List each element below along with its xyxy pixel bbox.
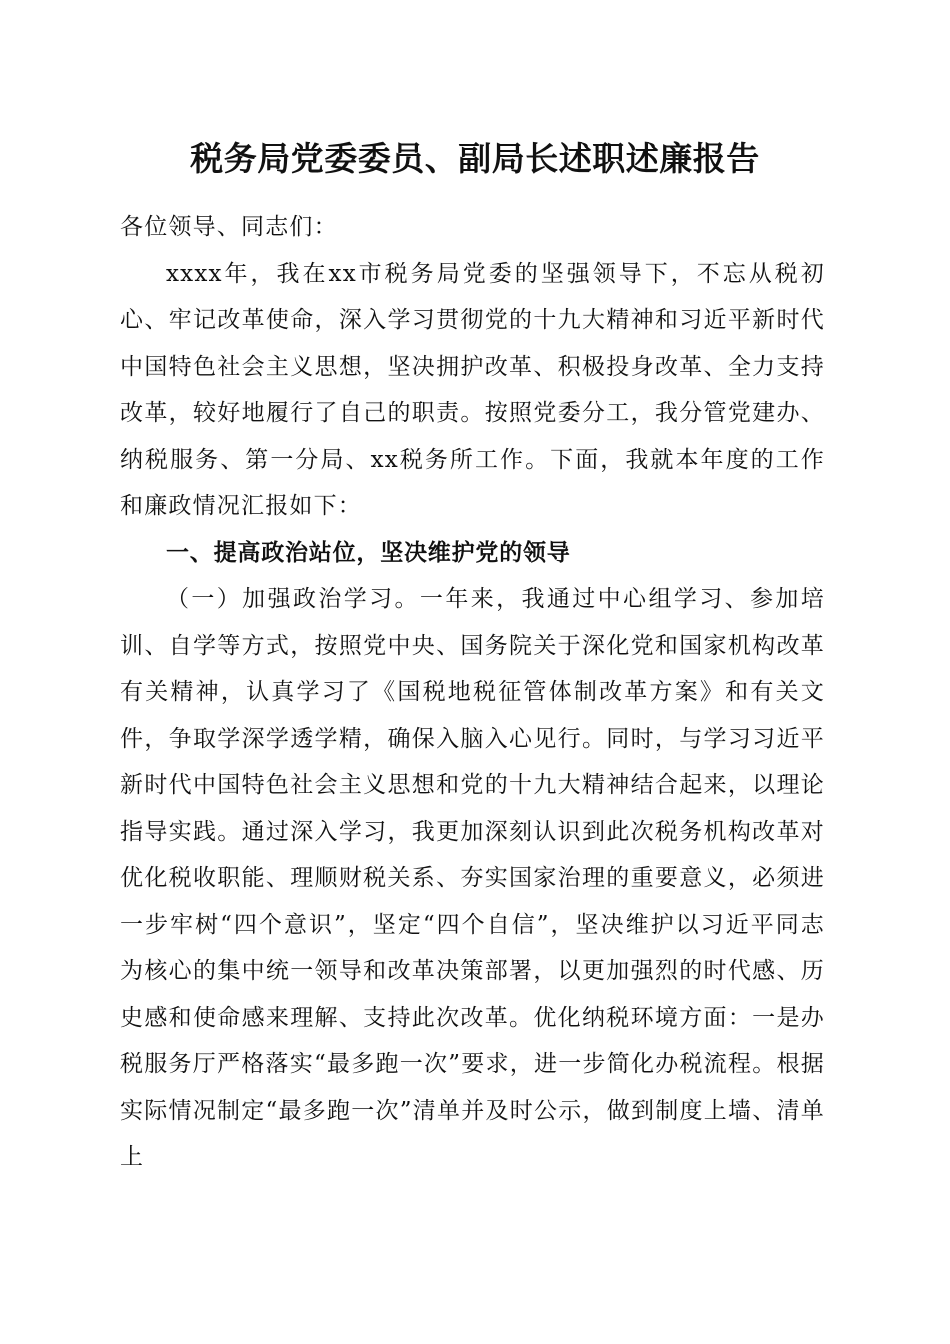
section-heading: 一、提高政治站位，坚决维护党的领导: [166, 539, 571, 566]
document-body: [120, 204, 825, 1181]
document-title: 税务局党委委员、副局长述职述廉报告: [190, 139, 760, 178]
subsection-lead: （一）加强政治学习。: [166, 586, 420, 612]
intro-paragraph: xxxx年，我在xx市税务局党委的坚强领导下，不忘从税初心、牢记改革使命，深入学习贯彻党的十九大精神和习近平新时代中国特色社会主义思想，坚决拥护改革、积极投身改革、全力支持改革，较好地履行了自己的职责。按照党委分工，我分管党建办、纳税服务、第一分局、xx税务所工作。下面，我就本年度的工作和廉政情况汇报如下：: [120, 260, 825, 519]
subsection-paragraph: [120, 576, 825, 1181]
salutation: 各位领导、同志们：: [120, 214, 338, 240]
subsection-body: 一年来，我通过中心组学习、参加培训、自学等方式，按照党中央、国务院关于深化党和国家机构改革有关精神，认真学习了《国税地税征管体制改革方案》和有关文件，争取学深学透学精，确保入脑入心见行。同时，与学习习近平新时代中国特色社会主义思想和党的十九大精神结合起来，以理论指导实践。通过深入学习，我更加深刻认识到此次税务机构改革对优化税收职能、理顺财税关系、夯实国家治理的重要意义，必须进一步牢树“四个意识”，坚定“四个自信”，坚决维护以习近平同志为核心的集中统一领导和改革决策部署，以更加强烈的时代感、历史感和使命感来理解、支持此次改革。优化纳税环境方面：一是办税服务厅严格落实“最多跑一次”要求，进一步简化办税流程。根据实际情况制定“最多跑一次”清单并及时公示，做到制度上墙、清单上: [120, 586, 826, 1170]
